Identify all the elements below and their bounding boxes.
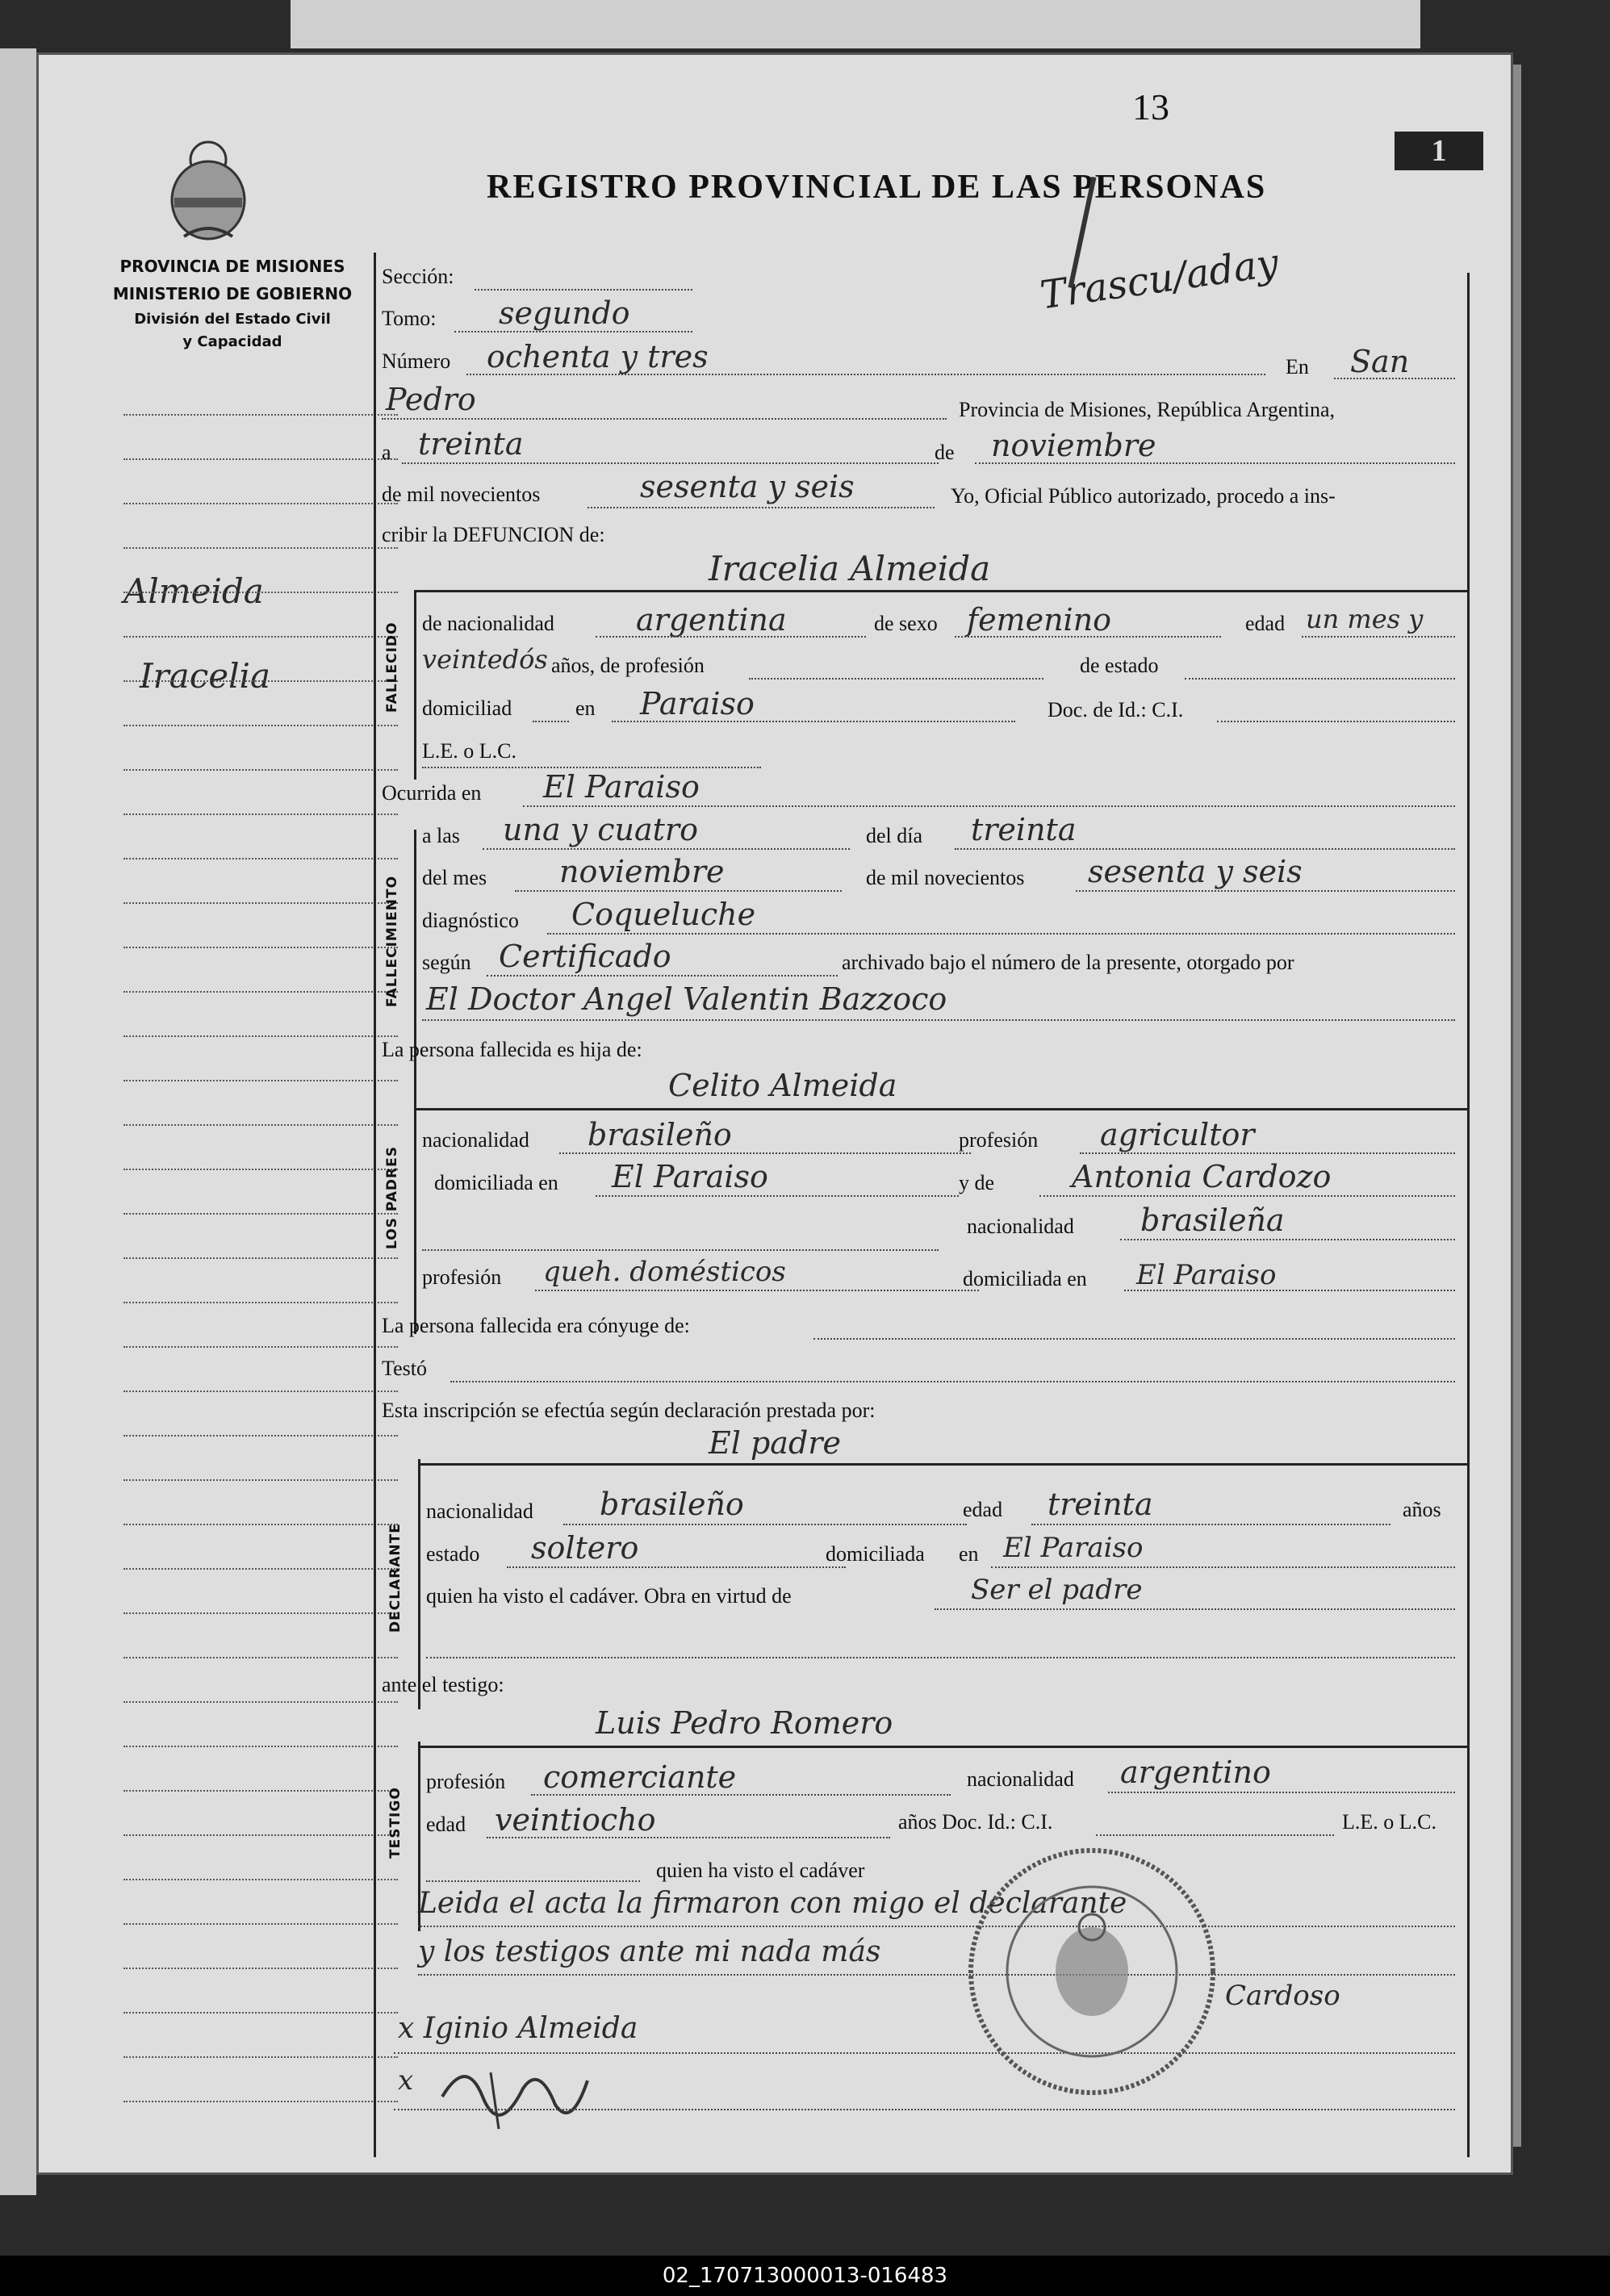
nac-line [596, 636, 866, 638]
declarant-dom: El Paraiso [1003, 1532, 1144, 1564]
domicilio-value: Paraiso [640, 686, 755, 721]
seccion-line [475, 289, 692, 291]
signature-2-rule [394, 2109, 1455, 2110]
witness-edad: veintiocho [495, 1802, 656, 1838]
padres-blank-line [422, 1249, 939, 1251]
visto-line [935, 1608, 1455, 1610]
declarant-estado: soltero [531, 1530, 639, 1566]
hija-label: La persona fallecida es hija de: [382, 1038, 642, 1061]
anio-line [1076, 890, 1455, 892]
domicilio-line [612, 721, 1015, 722]
segun-line [487, 975, 838, 977]
padres-bracket [414, 1064, 416, 1334]
seccion-label: Sección: [382, 265, 454, 288]
declarant-estado-label: estado [426, 1542, 480, 1566]
crossout-note: Trascu/aday [1037, 240, 1282, 319]
register-page [36, 52, 1513, 2175]
witness-edad-label: edad [426, 1813, 466, 1836]
witness-doc-line [1096, 1834, 1334, 1836]
place-value: Pedro [386, 382, 476, 417]
official-seal-icon [959, 1838, 1225, 2105]
de-label: de [935, 441, 955, 464]
delmes-label: del mes [422, 866, 487, 889]
tomo-line [454, 331, 692, 332]
witness-edad-line [487, 1837, 890, 1838]
witness-nac-line [1108, 1792, 1455, 1793]
witness-nac: argentino [1120, 1754, 1271, 1790]
dia-value: treinta [971, 812, 1077, 847]
mother-dom-label: domiciliada en [963, 1267, 1087, 1290]
le-label: L.E. o L.C. [422, 739, 516, 763]
segun-label: según [422, 951, 471, 974]
witness-visto-label: quien ha visto el cadáver [656, 1859, 865, 1882]
ante-label: ante el testigo: [382, 1673, 504, 1696]
witness-nac-label: nacionalidad [967, 1767, 1074, 1791]
sexo-label: de sexo [874, 612, 938, 635]
testigo-top-rule [418, 1746, 1467, 1748]
estado-line [1185, 678, 1455, 680]
fallecimiento-bracket [414, 830, 416, 1064]
diag-label: diagnóstico [422, 909, 519, 932]
province-name: PROVINCIA DE MISIONES [119, 257, 345, 276]
testo-label: Testó [382, 1357, 427, 1380]
coat-of-arms-icon [160, 123, 257, 240]
declarant-name: El padre [709, 1425, 841, 1461]
division-line-1: División del Estado Civil [134, 311, 331, 328]
declarante-top-rule [418, 1463, 1467, 1466]
diag-line [547, 933, 1455, 935]
docid-line [1217, 721, 1455, 722]
en-line [1334, 378, 1455, 379]
visto-label: quien ha visto el cadáver. Obra en virtud de [426, 1584, 792, 1608]
mother-name: Antonia Cardozo [1072, 1159, 1332, 1194]
edad-value-1: un mes y [1306, 604, 1424, 634]
le-line [422, 767, 761, 768]
yde-label: y de [959, 1171, 995, 1194]
deldia-label: del día [866, 824, 923, 847]
estado-label: de estado [1080, 654, 1159, 677]
left-column-border [374, 253, 376, 2157]
division-line-2: y Capacidad [182, 333, 282, 350]
edad-label: edad [1245, 612, 1286, 635]
doctor-value: El Doctor Angel Valentin Bazzoco [426, 981, 947, 1017]
alas-label: a las [422, 824, 460, 847]
visto-value: Ser el padre [971, 1574, 1143, 1606]
sidebar-surname: Almeida [123, 571, 264, 611]
inscribir-text: cribir la DEFUNCION de: [382, 523, 605, 546]
hora-value: una y cuatro [503, 812, 698, 847]
witness-le-label: L.E. o L.C. [1342, 1810, 1436, 1834]
closing-line-2-rule [418, 1974, 1455, 1976]
mes-line [515, 890, 842, 892]
docid-label: Doc. de Id.: C.I. [1048, 698, 1184, 721]
profesion-line [749, 678, 1043, 680]
father-prof: agricultor [1100, 1117, 1255, 1152]
sexo-line [955, 636, 1221, 638]
en-label: En [1286, 355, 1309, 378]
father-dom: El Paraiso [612, 1159, 768, 1194]
closing-line-2: y los testigos ante mi nada más [418, 1935, 881, 1968]
declarante-section-label: DECLARANTE [387, 1523, 404, 1633]
anos-profesion-label: años, de profesión [551, 654, 705, 677]
right-column-border [1467, 273, 1470, 2157]
en2-label: en [575, 696, 596, 720]
father-prof-line [1080, 1152, 1455, 1154]
domicilio-label: domiciliad [422, 696, 512, 720]
father-nac-label: nacionalidad [422, 1128, 529, 1152]
day-line [402, 462, 939, 464]
witness-signature-mark: x [398, 2064, 414, 2097]
declarant-nac-line [563, 1524, 967, 1525]
sexo-value: femenino [967, 602, 1112, 638]
ocurrida-value: El Paraiso [543, 769, 700, 805]
mes-value: noviembre [559, 854, 725, 889]
declarant-nac: brasileño [600, 1487, 744, 1522]
conyuge-line [813, 1338, 1455, 1340]
mother-dom-line [1124, 1290, 1455, 1291]
en-value: San [1350, 344, 1410, 379]
father-name: Celito Almeida [668, 1068, 897, 1103]
fallecimiento-section-label: FALLECIMIENTO [384, 875, 400, 1007]
numero-value: ochenta y tres [487, 339, 709, 374]
tomo-label: Tomo: [382, 307, 437, 330]
archivado-text: archivado bajo el número de la presente, otorgado por [842, 951, 1294, 974]
father-nac: brasileño [588, 1117, 732, 1152]
declarant-estado-line [507, 1566, 846, 1568]
ocurrida-line [523, 805, 1455, 807]
facing-page [0, 48, 36, 2195]
witness-prof: comerciante [543, 1759, 737, 1795]
declarant-en-label: en [959, 1542, 979, 1566]
fallecido-section-label: FALLECIDO [384, 621, 400, 713]
numero-line [466, 374, 1265, 375]
ministry-name: MINISTERIO DE GOBIERNO [112, 284, 353, 303]
declarant-nac-label: nacionalidad [426, 1499, 533, 1523]
mother-dom: El Paraiso [1136, 1259, 1277, 1291]
mother-prof-label: profesión [422, 1265, 502, 1289]
declarante-bracket [418, 1459, 420, 1709]
witness-name: Luis Pedro Romero [596, 1705, 893, 1741]
mother-prof-line [535, 1290, 979, 1291]
testigo-section-label: TESTIGO [387, 1787, 404, 1859]
father-nac-line [559, 1152, 971, 1154]
padres-top-rule [414, 1108, 1467, 1110]
testo-line [450, 1381, 1455, 1382]
declarant-edad-label: edad [963, 1498, 1003, 1521]
diag-value: Coqueluche [571, 897, 756, 932]
corner-number: 1 [1395, 132, 1483, 170]
inscripcion-text: Esta inscripción se efectúa según declaración prestada por: [382, 1399, 876, 1422]
mother-nac-line [1120, 1239, 1455, 1240]
oficial-text: Yo, Oficial Público autorizado, procedo a ins- [951, 484, 1336, 508]
declarante-blank-line [426, 1657, 1455, 1658]
sidebar-given-name: Iracelia [140, 656, 270, 696]
declarant-dom-label: domiciliada [826, 1542, 925, 1566]
day-value: treinta [418, 426, 524, 462]
segun-value: Certificado [499, 939, 671, 974]
padres-section-label: LOS PADRES [384, 1146, 400, 1249]
mother-name-line [1039, 1195, 1455, 1197]
doctor-line [422, 1019, 1455, 1021]
declarant-signature: x Iginio Almeida [398, 2012, 638, 2045]
dia-line [955, 848, 1455, 850]
conyuge-label: La persona fallecida era cónyuge de: [382, 1314, 690, 1337]
a-label: a [382, 441, 391, 464]
officer-signature: Cardoso [1225, 1980, 1340, 2012]
witness-anos-label: años Doc. Id.: C.I. [898, 1810, 1053, 1834]
father-dom-label: domiciliada en [434, 1171, 558, 1194]
edad-line [1302, 636, 1455, 638]
image-caption: 02_170713000013-016483 [0, 2256, 1610, 2296]
page-title: REGISTRO PROVINCIAL DE LAS PERSONAS [487, 169, 1267, 206]
month-value: noviembre [991, 428, 1156, 463]
father-prof-label: profesión [959, 1128, 1039, 1152]
witness-prof-line [531, 1794, 951, 1796]
mother-prof: queh. domésticos [543, 1256, 786, 1288]
numero-label: Número [382, 349, 451, 373]
domicilio-a-line [533, 721, 569, 722]
year-line [588, 507, 935, 508]
tomo-value: segundo [499, 295, 630, 331]
month-line [975, 462, 1455, 464]
declarant-edad: treinta [1048, 1487, 1153, 1522]
sidebar-heading [95, 253, 370, 353]
page-number: 13 [1132, 86, 1169, 128]
place-line [382, 418, 947, 420]
fallecido-top-rule [414, 590, 1467, 592]
closing-line-1-rule [418, 1926, 1455, 1927]
mother-nac: brasileña [1140, 1202, 1285, 1238]
witness-prof-label: profesión [426, 1770, 506, 1793]
provincia-text: Provincia de Misiones, República Argentina, [959, 398, 1335, 421]
year-value: sesenta y seis [640, 469, 855, 504]
witness-blank-line [426, 1880, 640, 1882]
mother-nac-label: nacionalidad [967, 1215, 1074, 1238]
witness-signature-scribble [434, 2048, 596, 2137]
demil-label: de mil novecientos [866, 866, 1025, 889]
father-dom-line [596, 1195, 959, 1197]
declarant-dom-line [991, 1566, 1455, 1568]
declarant-anos-label: años [1403, 1498, 1441, 1521]
hora-line [483, 848, 850, 850]
ocurrida-label: Ocurrida en [382, 781, 482, 805]
edad-value-2: veintedós [422, 644, 548, 675]
nac-label: de nacionalidad [422, 612, 554, 635]
top-strip [291, 0, 1420, 48]
fallecido-bracket [414, 590, 416, 780]
declarant-edad-line [1031, 1524, 1390, 1525]
anio-value: sesenta y seis [1088, 854, 1303, 889]
deceased-name: Iracelia Almeida [709, 549, 991, 588]
closing-line-1: Leida el acta la firmaron con migo el declarante [418, 1887, 1127, 1920]
nac-value: argentina [636, 602, 787, 638]
year-label: de mil novecientos [382, 483, 541, 506]
